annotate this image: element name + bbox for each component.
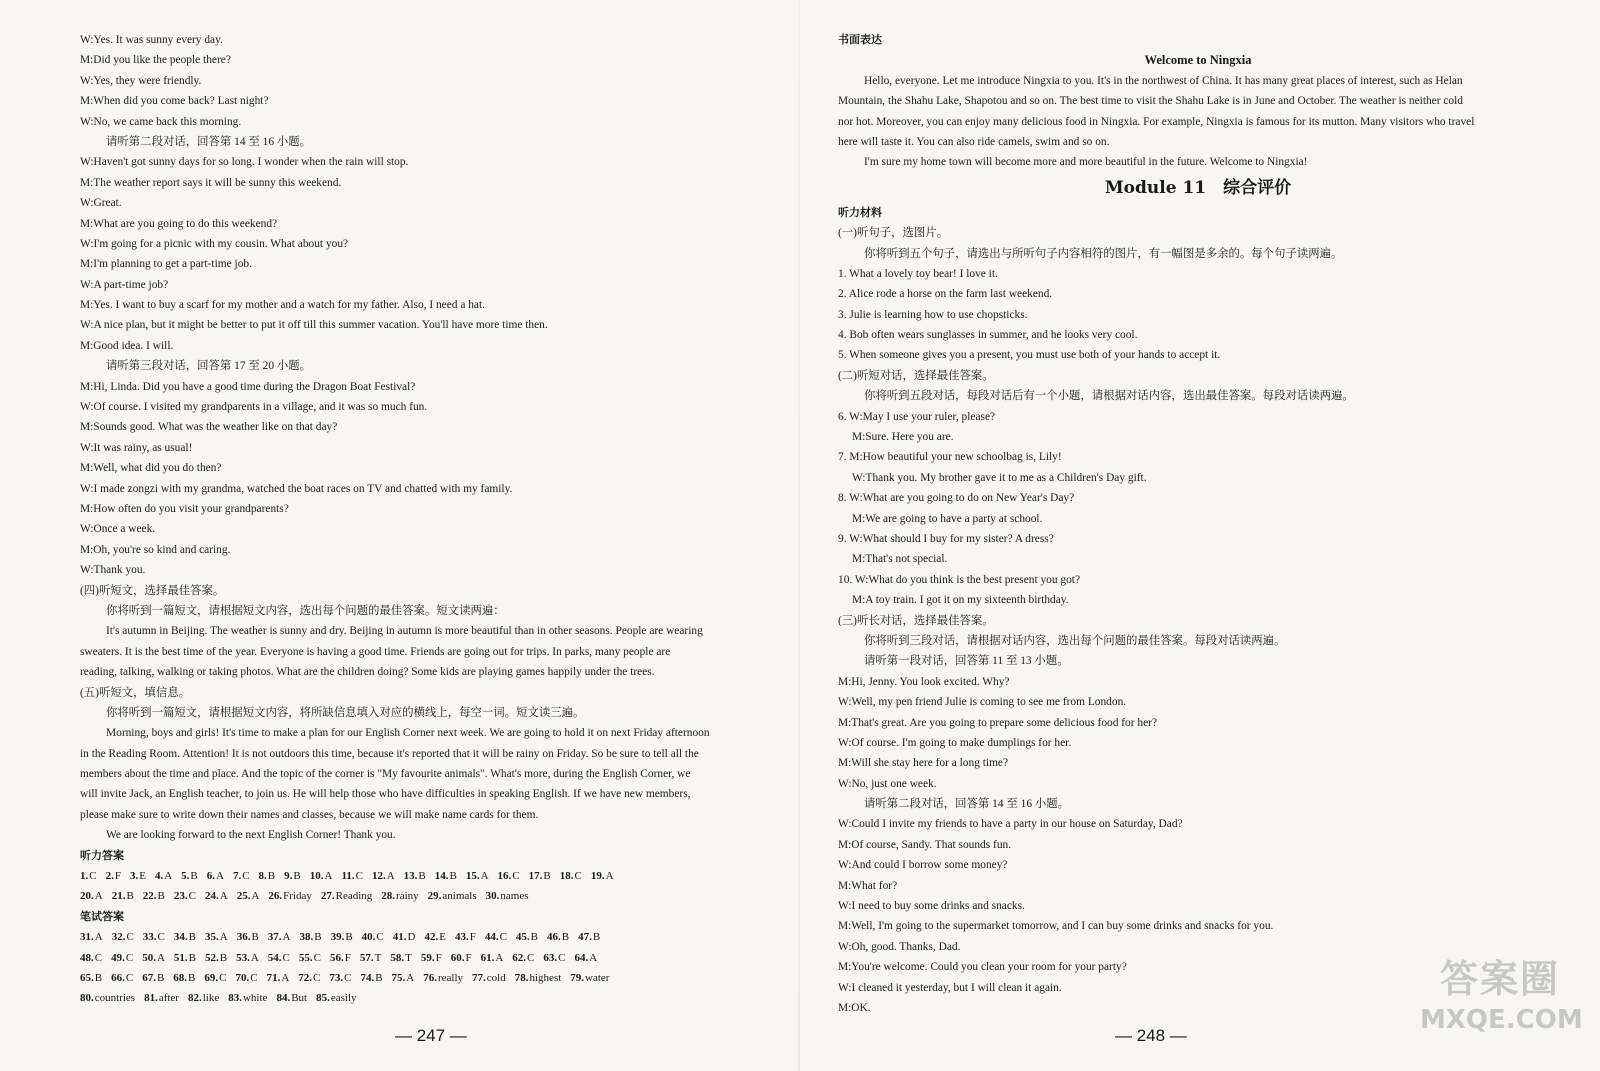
answer-number: 20. [80, 890, 94, 903]
answer-value: B [267, 870, 276, 883]
dialogue-line: M:Yes. I want to buy a scarf for my mother and a watch for my father. Also, I need a hat. [80, 299, 485, 312]
page-number-left: — 247 — [395, 1026, 467, 1045]
answer-number: 28. [381, 890, 396, 903]
answer-number: 5. [181, 870, 190, 883]
short-dialogues [838, 407, 1558, 611]
answer-number: 59. [420, 951, 435, 964]
dialogue-line: 7. M:How beautiful your new schoolbag is, Lily! [838, 451, 1062, 464]
page-number-right: — 248 — [1115, 1026, 1187, 1045]
answer-value: Friday [283, 890, 312, 903]
dialogue-line: M:Good idea. I will. [80, 339, 174, 352]
answer-value: B [157, 890, 165, 903]
listening-answers-heading: 听力答案 [80, 848, 124, 862]
answer-number: 82. [187, 992, 202, 1005]
answer-number: 71. [266, 971, 281, 984]
answer-value: B [156, 971, 165, 984]
sentence-item: 3. Julie is learning how to use chopsticks. [838, 308, 1028, 321]
left-page [80, 30, 800, 1009]
answer-value: countries [94, 992, 136, 1005]
answer-value: B [561, 931, 570, 944]
answer-value: C [89, 870, 97, 883]
answer-number: 29. [427, 890, 442, 903]
written-answers-heading: 笔试答案 [80, 909, 124, 923]
dialogue-line: W:Could I invite my friends to have a party in our house on Saturday, Dad? [838, 818, 1183, 831]
watermark-line1: 答案圈 [1439, 957, 1560, 1001]
answer-number: 12. [371, 870, 386, 883]
answer-value: B [188, 971, 196, 984]
essay-line: I'm sure my home town will become more and more beautiful in the future. Welcome to Ningxia! [864, 156, 1308, 169]
answer-value: C [157, 931, 165, 944]
answer-number: 16. [497, 870, 512, 883]
sentence-item: 2. Alice rode a horse on the farm last weekend. [838, 288, 1053, 301]
answer-number: 19. [590, 870, 605, 883]
answer-number: 79. [570, 971, 585, 984]
passage-line: please make sure to write down their names and classes, because we will make name cards for them. [80, 808, 539, 821]
part-intro: 你将听到一篇短文，请根据短文内容，选出每个问题的最佳答案。短文读两遍： [106, 604, 505, 617]
answer-number: 10. [309, 870, 324, 883]
answer-value: C [188, 890, 196, 903]
dialogue-line: W:And could I borrow some money? [838, 859, 1008, 872]
sentence-item: 1. What a lovely toy bear! I love it. [838, 267, 998, 280]
dialogue-line: W:Well, my pen friend Julie is coming to see me from London. [838, 696, 1127, 709]
answer-value: B [449, 870, 457, 883]
answer-number: 60. [450, 951, 465, 964]
answer-number: 4. [154, 870, 164, 883]
answer-value: C [126, 931, 134, 944]
passage-line: We are looking forward to the next English Corner! Thank you. [106, 829, 396, 842]
answer-value: F [469, 931, 476, 944]
dialogue-line: M:What for? [838, 879, 898, 892]
answer-number: 52. [204, 951, 219, 964]
answer-number: 73. [329, 971, 344, 984]
part-intro: 你将听到五段对话，每段对话后有一个小题，请根据对话内容，选出最佳答案。每段对话读两遍。 [864, 390, 1354, 403]
answer-number: 6. [206, 870, 215, 883]
dialogue-line: W:Yes. It was sunny every day. [80, 34, 223, 46]
section-intro: 请听第一段对话，回答第 11 至 13 小题。 [864, 655, 1069, 668]
answer-value: F [465, 951, 472, 964]
dialogue-line: 6. W:May I use your ruler, please? [838, 410, 996, 423]
answer-number: 80. [80, 992, 94, 1005]
dialogue-line: W:It was rainy, as usual! [80, 441, 193, 454]
answer-value: B [375, 971, 383, 984]
answer-row [80, 886, 800, 906]
answer-number: 41. [392, 931, 407, 944]
answer-value: C [125, 971, 134, 984]
dialogue-line: 9. W:What should I buy for my sister? A dress? [838, 532, 1054, 545]
section-intro: 请听第二段对话，回答第 14 至 16 小题。 [864, 798, 1070, 811]
answer-value: B [592, 931, 601, 944]
answer-value: A [386, 870, 395, 883]
answer-number: 22. [142, 890, 157, 903]
answer-value: A [216, 870, 224, 883]
answer-value: C [219, 971, 227, 984]
answer-value: B [418, 870, 426, 883]
answer-number: 81. [144, 992, 158, 1005]
long-dialogue-1 [838, 672, 1558, 794]
passage-line: sweaters. It is the best time of the year. Everyone is having a good time. Friends are going out for trips. In parks, many people are [80, 645, 671, 658]
essay-line: here will taste it. You can also ride camels, swim and so on. [838, 135, 1110, 148]
answer-value: A [406, 971, 415, 984]
answer-value: C [376, 931, 384, 944]
dialogue-line: W:Thank you. My brother gave it to me as a Children's Day gift. [852, 471, 1147, 484]
answer-number: 61. [480, 951, 495, 964]
sentence-list [838, 264, 1558, 366]
dialogue-line: M:How often do you visit your grandparents? [80, 502, 289, 515]
answer-value: C [558, 951, 566, 964]
answer-number: 17. [528, 870, 543, 883]
answer-number: 33. [142, 931, 157, 944]
answer-value: like [202, 992, 220, 1005]
answer-number: 14. [434, 870, 449, 883]
right-page [838, 30, 1558, 1018]
answer-value: A [480, 870, 489, 883]
answer-value: C [250, 971, 258, 984]
dialogue-line: W:I need to buy some drinks and snacks. [838, 900, 1025, 913]
dialogue-line: M:Hi, Jenny. You look excited. Why? [838, 675, 1010, 688]
answer-number: 70. [235, 971, 250, 984]
answer-value: F [114, 870, 121, 883]
dialogue-line: W:Once a week. [80, 523, 156, 536]
answer-value: B [190, 870, 198, 883]
answer-number: 36. [236, 931, 251, 944]
dialogue-line: W:A nice plan, but it might be better to put it off till this summer vacation. You'll have more time then. [80, 319, 548, 332]
passage-autumn [80, 621, 800, 682]
watermark-line2: MXQE.COM [1420, 1005, 1583, 1035]
dialogue-block-3 [80, 377, 800, 581]
essay-body [838, 71, 1558, 173]
dialogue-line: M:That's not special. [852, 553, 948, 566]
answer-value: C [282, 951, 290, 964]
answer-value: names [500, 890, 529, 903]
section-intro: 请听第三段对话，回答第 17 至 20 小题。 [106, 360, 312, 373]
dialogue-line: M:Oh, you're so kind and caring. [80, 543, 231, 556]
answer-value: C [527, 951, 535, 964]
answer-value: A [219, 890, 228, 903]
answer-number: 45. [515, 931, 530, 944]
materials-heading: 听力材料 [838, 205, 882, 219]
passage-line: It's autumn in Beijing. The weather is sunny and dry. Beijing in autumn is more beautiful than in other seasons. People are wearing [106, 625, 703, 638]
dialogue-line: 10. W:What do you think is the best present you got? [838, 573, 1081, 586]
dialogue-line: M:Hi, Linda. Did you have a good time during the Dragon Boat Festival? [80, 380, 416, 393]
passage-line: Morning, boys and girls! It's time to make a plan for our English Corner next week. We are going to hold it on next Friday afternoon [106, 727, 710, 740]
answer-row [80, 948, 800, 968]
answer-number: 65. [80, 971, 94, 984]
answer-number: 34. [173, 931, 188, 944]
answer-value: A [495, 951, 504, 964]
dialogue-line: W:Yes, they were friendly. [80, 74, 202, 87]
answer-number: 84. [276, 992, 291, 1005]
dialogue-line: M:When did you come back? Last night? [80, 95, 269, 108]
answer-number: 35. [204, 931, 219, 944]
answer-number: 47. [578, 931, 592, 944]
answer-value: T [405, 951, 412, 964]
answer-number: 51. [173, 951, 188, 964]
essay-line: nor hot. Moreover, you can enjoy many delicious food in Ningxia. For example, Ningxia is famous for its mutton. Many visitors who travel [838, 115, 1475, 128]
answer-number: 3. [129, 870, 139, 883]
answer-number: 43. [454, 931, 469, 944]
passage-english-corner [80, 723, 800, 845]
answer-value: B [126, 890, 134, 903]
answer-number: 75. [391, 971, 406, 984]
dialogue-line: W:No, we came back this morning. [80, 115, 242, 128]
answer-number: 21. [111, 890, 126, 903]
passage-line: in the Reading Room. Attention! It is not outdoors this time, because it's reported that it will be rainy on Friday. So be sure to tell all the [80, 747, 699, 760]
answer-number: 68. [173, 971, 188, 984]
part-title: (四)听短文，选择最佳答案。 [80, 584, 225, 597]
answer-number: 55. [298, 951, 313, 964]
answer-number: 24. [204, 890, 219, 903]
answer-number: 44. [484, 931, 499, 944]
answer-number: 67. [142, 971, 156, 984]
answer-number: 58. [390, 951, 405, 964]
answer-value: B [314, 931, 322, 944]
answer-value: water [585, 971, 610, 984]
answer-number: 69. [204, 971, 219, 984]
answer-value: white [242, 992, 268, 1005]
dialogue-line: W:Of course. I'm going to make dumplings for her. [838, 736, 1072, 749]
answer-value: after [158, 992, 179, 1005]
answer-number: 27. [320, 890, 335, 903]
dialogue-line: M:Will she stay here for a long time? [838, 757, 1009, 770]
answer-number: 8. [258, 870, 267, 883]
answer-number: 1. [80, 870, 89, 883]
listening-answers [80, 866, 800, 907]
answer-value: A [589, 951, 598, 964]
answer-number: 83. [228, 992, 242, 1005]
dialogue-line: M:Well, I'm going to the supermarket tomorrow, and I can buy some drinks and snacks for you. [838, 920, 1274, 933]
answer-value: But [291, 992, 308, 1005]
sentence-item: 5. When someone gives you a present, you must use both of your hands to accept it. [838, 349, 1221, 362]
dialogue-line: M:We are going to have a party at school. [852, 512, 1043, 525]
answer-value: really [438, 971, 464, 984]
passage-line: members about the time and place. And the topic of the corner is "My favourite animals". What's more, during the English Corner, we [80, 768, 691, 781]
answer-number: 62. [512, 951, 527, 964]
dialogue-line: W:I'm going for a picnic with my cousin. What about you? [80, 237, 349, 250]
passage-line: reading, talking, walking or taking photos. What are the children doing? Some kids are playing games happily under the trees. [80, 666, 655, 679]
answer-value: E [139, 870, 146, 883]
answer-value: C [94, 951, 103, 964]
answer-number: 49. [111, 951, 125, 964]
dialogue-line: M:OK. [838, 1001, 871, 1014]
answer-value: A [250, 951, 259, 964]
part-title: (一)听句子，选图片。 [838, 227, 949, 240]
answer-number: 46. [547, 931, 561, 944]
part-title: (二)听短对话，选择最佳答案。 [838, 369, 994, 382]
answer-number: 11. [341, 870, 355, 883]
written-answers [80, 927, 800, 1009]
answer-value: F [435, 951, 442, 964]
answer-number: 63. [543, 951, 558, 964]
answer-row [80, 968, 800, 988]
answer-value: F [344, 951, 351, 964]
answer-value: B [293, 870, 301, 883]
answer-number: 25. [236, 890, 251, 903]
answer-value: C [242, 870, 250, 883]
passage-line: will invite Jack, an English teacher, to join us. He will help those who have difficulties in speaking English. If we have new members, [80, 788, 691, 801]
section-intro: 请听第二段对话，回答第 14 至 16 小题。 [106, 135, 312, 148]
answer-value: A [605, 870, 614, 883]
dialogue-block-1 [80, 30, 800, 132]
answer-value: B [219, 951, 228, 964]
answer-value: easily [330, 992, 357, 1005]
answer-number: 56. [329, 951, 344, 964]
dialogue-block-2 [80, 152, 800, 356]
answer-number: 53. [236, 951, 250, 964]
answer-value: C [499, 931, 507, 944]
watermark-logo [1420, 955, 1583, 1055]
dialogue-line: M:The weather report says it will be sunny this weekend. [80, 176, 342, 189]
answer-number: 13. [403, 870, 418, 883]
answer-number: 48. [80, 951, 94, 964]
answer-value: C [574, 870, 582, 883]
answer-number: 31. [80, 931, 94, 944]
answer-value: A [94, 931, 103, 944]
answer-value: C [355, 870, 363, 883]
answer-value: B [543, 870, 551, 883]
part-title: (三)听长对话，选择最佳答案。 [838, 614, 994, 627]
answer-value: C [313, 951, 321, 964]
answer-value: A [219, 931, 228, 944]
answer-number: 78. [514, 971, 529, 984]
answer-number: 66. [111, 971, 125, 984]
answer-number: 37. [267, 931, 282, 944]
answer-value: Reading [335, 890, 373, 903]
dialogue-line: W:I cleaned it yesterday, but I will clean it again. [838, 981, 1062, 994]
answer-number: 26. [268, 890, 283, 903]
answer-value: E [439, 931, 446, 944]
dialogue-line: M:A toy train. I got it on my sixteenth birthday. [852, 594, 1069, 607]
answer-value: A [156, 951, 165, 964]
dialogue-line: W:I made zongzi with my grandma, watched the boat races on TV and chatted with my family. [80, 482, 513, 495]
dialogue-line: M:Sure. Here you are. [852, 431, 954, 444]
answer-number: 57. [359, 951, 374, 964]
answer-value: A [324, 870, 333, 883]
dialogue-line: W:No, just one week. [838, 777, 937, 790]
answer-value: rainy [396, 890, 419, 903]
answer-number: 39. [330, 931, 345, 944]
answer-value: C [313, 971, 321, 984]
answer-number: 76. [423, 971, 437, 984]
answer-value: C [344, 971, 352, 984]
answer-value: highest [529, 971, 562, 984]
answer-row [80, 866, 800, 886]
answer-value: A [281, 971, 290, 984]
answer-number: 15. [465, 870, 480, 883]
dialogue-line: W:Oh, good. Thanks, Dad. [838, 940, 961, 953]
answer-number: 30. [485, 890, 500, 903]
answer-number: 42. [424, 931, 439, 944]
answer-number: 54. [267, 951, 282, 964]
answer-value: C [125, 951, 134, 964]
dialogue-line: M:Did you like the people there? [80, 54, 231, 67]
part-title: (五)听短文，填信息。 [80, 686, 191, 699]
answer-number: 40. [361, 931, 376, 944]
answer-value: D [407, 931, 416, 944]
answer-value: animals [442, 890, 477, 903]
essay-title: Welcome to Ningxia [1144, 53, 1252, 68]
dialogue-line: M:Sounds good. What was the weather like on that day? [80, 421, 338, 434]
dialogue-line: M:That's great. Are you going to prepare some delicious food for her? [838, 716, 1157, 729]
answer-value: B [530, 931, 539, 944]
answer-value: B [345, 931, 353, 944]
dialogue-line: W:Great. [80, 197, 122, 210]
answer-value: T [374, 951, 382, 964]
part-intro: 你将听到五个句子，请选出与所听句子内容相符的图片，有一幅图是多余的。每个句子读两遍。 [864, 247, 1343, 260]
answer-row [80, 988, 800, 1008]
answer-number: 7. [232, 870, 242, 883]
answer-number: 85. [316, 992, 330, 1005]
answer-value: B [251, 931, 259, 944]
dialogue-line: M:What are you going to do this weekend? [80, 217, 278, 230]
answer-number: 18. [559, 870, 574, 883]
answer-number: 2. [105, 870, 114, 883]
essay-line: Hello, everyone. Let me introduce Ningxia to you. It's in the northwest of China. It has many great places of interest, such as Helan [864, 74, 1463, 87]
answer-value: A [251, 890, 260, 903]
answer-number: 50. [142, 951, 156, 964]
answer-value: B [188, 951, 196, 964]
dialogue-line: W:Of course. I visited my grandparents in a village, and it was so much fun. [80, 401, 428, 414]
writing-heading: 书面表达 [838, 33, 882, 46]
answer-value: A [94, 890, 103, 903]
part-intro: 你将听到一篇短文，请根据短文内容，将所缺信息填入对应的横线上，每空一词。短文读三遍。 [106, 706, 585, 719]
answer-number: 38. [299, 931, 314, 944]
answer-value: C [512, 870, 520, 883]
dialogue-line: W:A part-time job? [80, 278, 169, 291]
dialogue-line: W:Thank you. [80, 564, 146, 577]
answer-number: 74. [360, 971, 375, 984]
answer-number: 64. [574, 951, 589, 964]
answer-value: A [164, 870, 173, 883]
answer-value: cold [486, 971, 506, 984]
answer-value: B [188, 931, 196, 944]
answer-number: 9. [284, 870, 293, 883]
answer-number: 23. [173, 890, 188, 903]
dialogue-line: M:You're welcome. Could you clean your room for your party? [838, 961, 1127, 974]
answer-row [80, 927, 800, 947]
dialogue-line: 8. W:What are you going to do on New Year's Day? [838, 492, 1075, 505]
answer-number: 72. [298, 971, 313, 984]
module-title: Module 11 综合评价 [1104, 177, 1292, 198]
sentence-item: 4. Bob often wears sunglasses in summer, and he looks very cool. [838, 329, 1138, 342]
answer-number: 77. [472, 971, 486, 984]
dialogue-line: M:Of course, Sandy. That sounds fun. [838, 838, 1012, 851]
dialogue-line: M:I'm planning to get a part-time job. [80, 258, 252, 271]
answer-number: 32. [111, 931, 126, 944]
answer-value: B [94, 971, 103, 984]
essay-line: Mountain, the Shahu Lake, Shapotou and so on. The best time to visit the Shahu Lake is in June and October. The weather is neither cold [838, 95, 1463, 108]
dialogue-line: W:Haven't got sunny days for so long. I wonder when the rain will stop. [80, 156, 409, 169]
dialogue-line: M:Well, what did you do then? [80, 462, 222, 475]
part-intro: 你将听到三段对话，请根据对话内容，选出每个问题的最佳答案。每段对话读两遍。 [864, 634, 1286, 647]
answer-value: A [282, 931, 291, 944]
